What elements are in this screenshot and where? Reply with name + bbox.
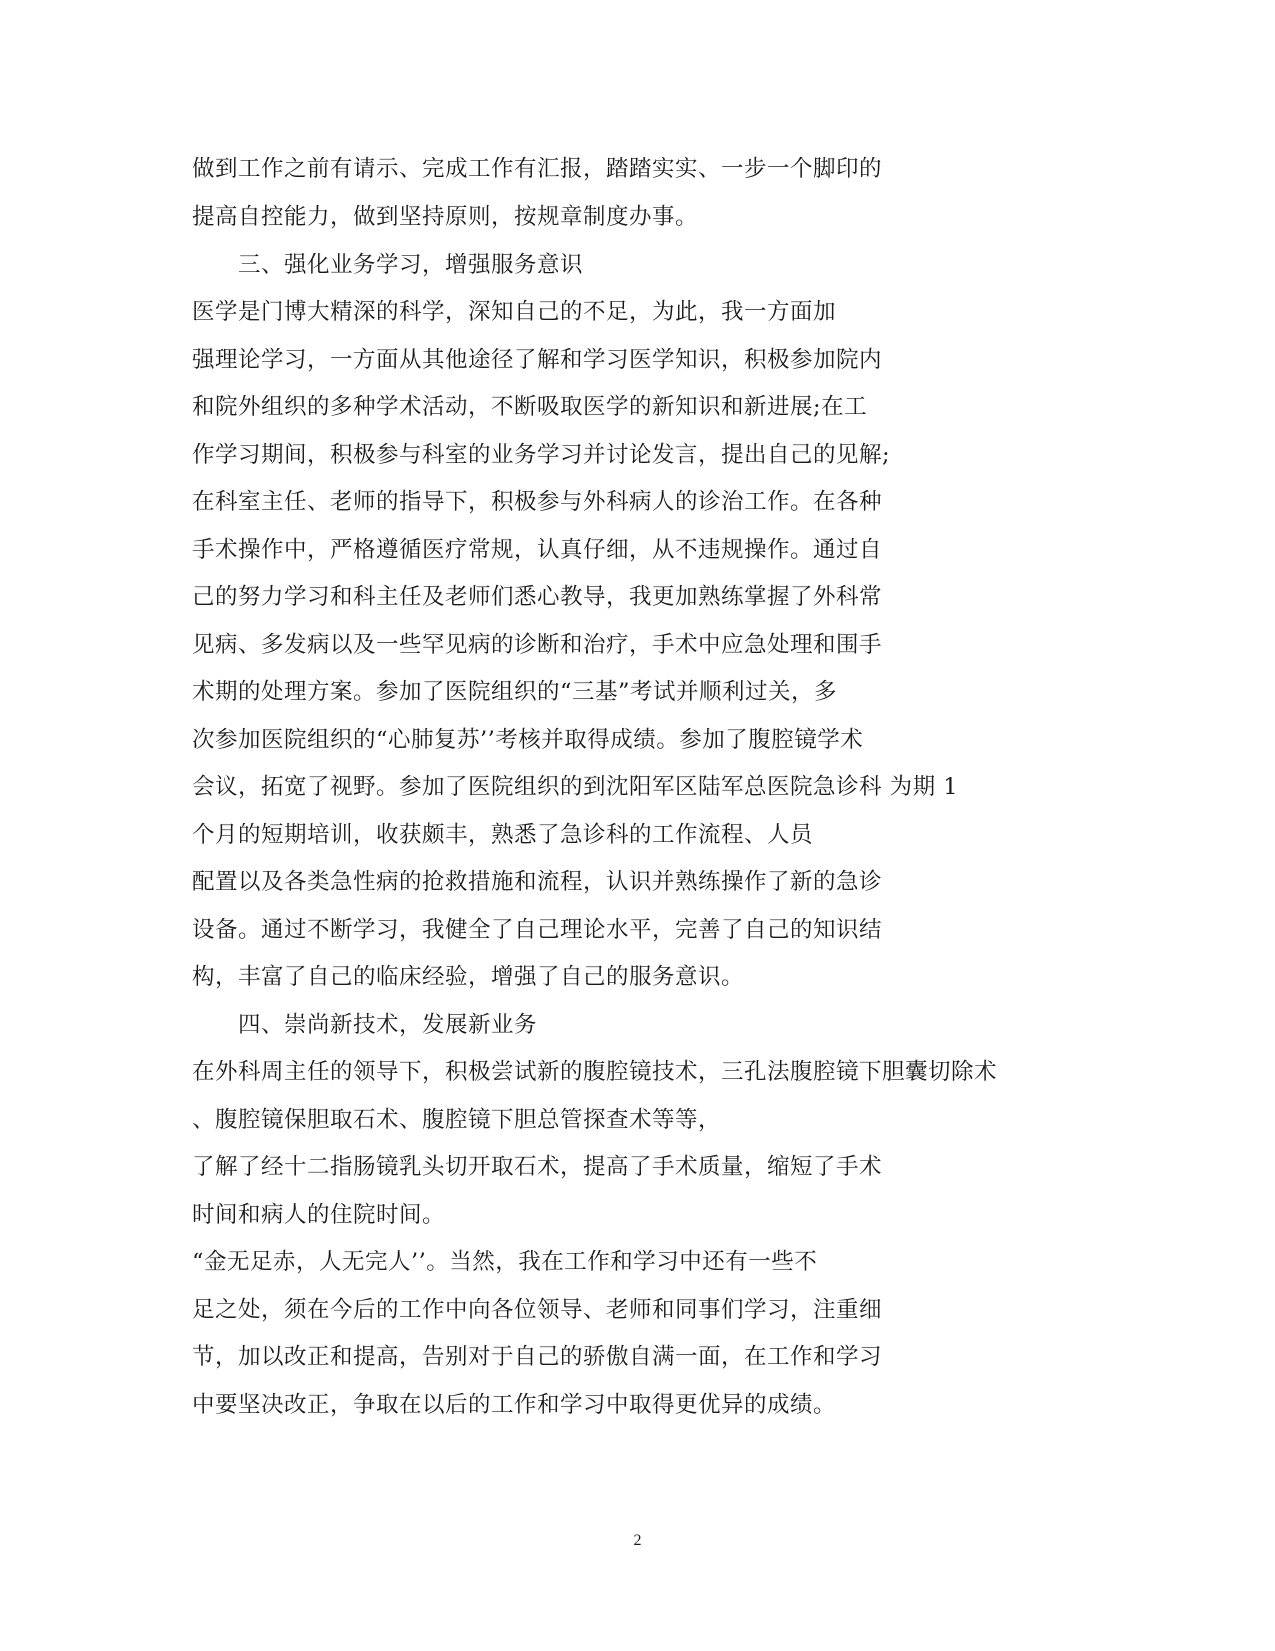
body-text-line: 配置以及各类急性病的抢救措施和流程，认识并熟练操作了新的急诊 (192, 869, 883, 895)
body-text-line: 足之处，须在今后的工作中向各位领导、老师和同事们学习，注重细 (192, 1297, 883, 1323)
body-text-line: 见病、多发病以及一些罕见病的诊断和治疗，手术中应急处理和围手 (192, 632, 883, 658)
body-text-line: 术期的处理方案。参加了医院组织的“三基”考试并顺利过关，多 (192, 679, 838, 705)
body-text-line: 构，丰富了自己的临床经验，增强了自己的服务意识。 (192, 964, 745, 990)
section-heading-3: 三、强化业务学习，增强服务意识 (238, 252, 584, 278)
body-text-line: 次参加医院组织的“心肺复苏’’考核并取得成绩。参加了腹腔镜学术 (192, 727, 864, 753)
body-text-line: 在科室主任、老师的指导下，积极参与外科病人的诊治工作。在各种 (192, 489, 883, 515)
body-text-line: 中要坚决改正，争取在以后的工作和学习中取得更优异的成绩。 (192, 1392, 837, 1418)
body-text-line: 提高自控能力，做到坚持原则，按规章制度办事。 (192, 204, 699, 230)
body-text-line: 强理论学习，一方面从其他途径了解和学习医学知识，积极参加院内 (192, 347, 883, 373)
body-text-line: 做到工作之前有请示、完成工作有汇报，踏踏实实、一步一个脚印的 (192, 156, 883, 182)
section-heading-4: 四、崇尚新技术，发展新业务 (238, 1012, 538, 1038)
body-text-line: 在外科周主任的领导下，积极尝试新的腹腔镜技术，三孔法腹腔镜下胆囊切除术 (192, 1059, 998, 1085)
body-text-line: 己的努力学习和科主任及老师们悉心教导，我更加熟练掌握了外科常 (192, 584, 883, 610)
body-text-line: 和院外组织的多种学术活动，不断吸取医学的新知识和新进展;在工 (192, 394, 868, 420)
body-text-line: 了解了经十二指肠镜乳头切开取石术，提高了手术质量，缩短了手术 (192, 1154, 883, 1180)
body-text-line: 手术操作中，严格遵循医疗常规，认真仔细，从不违规操作。通过自 (192, 537, 883, 563)
body-text-line: 作学习期间，积极参与科室的业务学习并讨论发言，提出自己的见解; (192, 442, 891, 468)
body-text-line: 时间和病人的住院时间。 (192, 1202, 446, 1228)
body-text-line: 医学是门博大精深的科学，深知自己的不足，为此，我一方面加 (192, 299, 837, 325)
body-text-line: 会议，拓宽了视野。参加了医院组织的到沈阳军区陆军总医院急诊科 为期 1 (192, 774, 959, 800)
body-text-line: 个月的短期培训，收获颇丰，熟悉了急诊科的工作流程、人员 (192, 822, 814, 848)
page-number: 2 (633, 1532, 642, 1549)
body-text-line: 节，加以改正和提高，告别对于自己的骄傲自满一面，在工作和学习 (192, 1344, 883, 1370)
body-text-line: 设备。通过不断学习，我健全了自己理论水平，完善了自己的知识结 (192, 917, 883, 943)
body-text-line: “金无足赤，人无完人’’。当然，我在工作和学习中还有一些不 (192, 1249, 818, 1275)
body-text-line: 、腹腔镜保胆取石术、腹腔镜下胆总管探查术等等， (192, 1107, 722, 1133)
